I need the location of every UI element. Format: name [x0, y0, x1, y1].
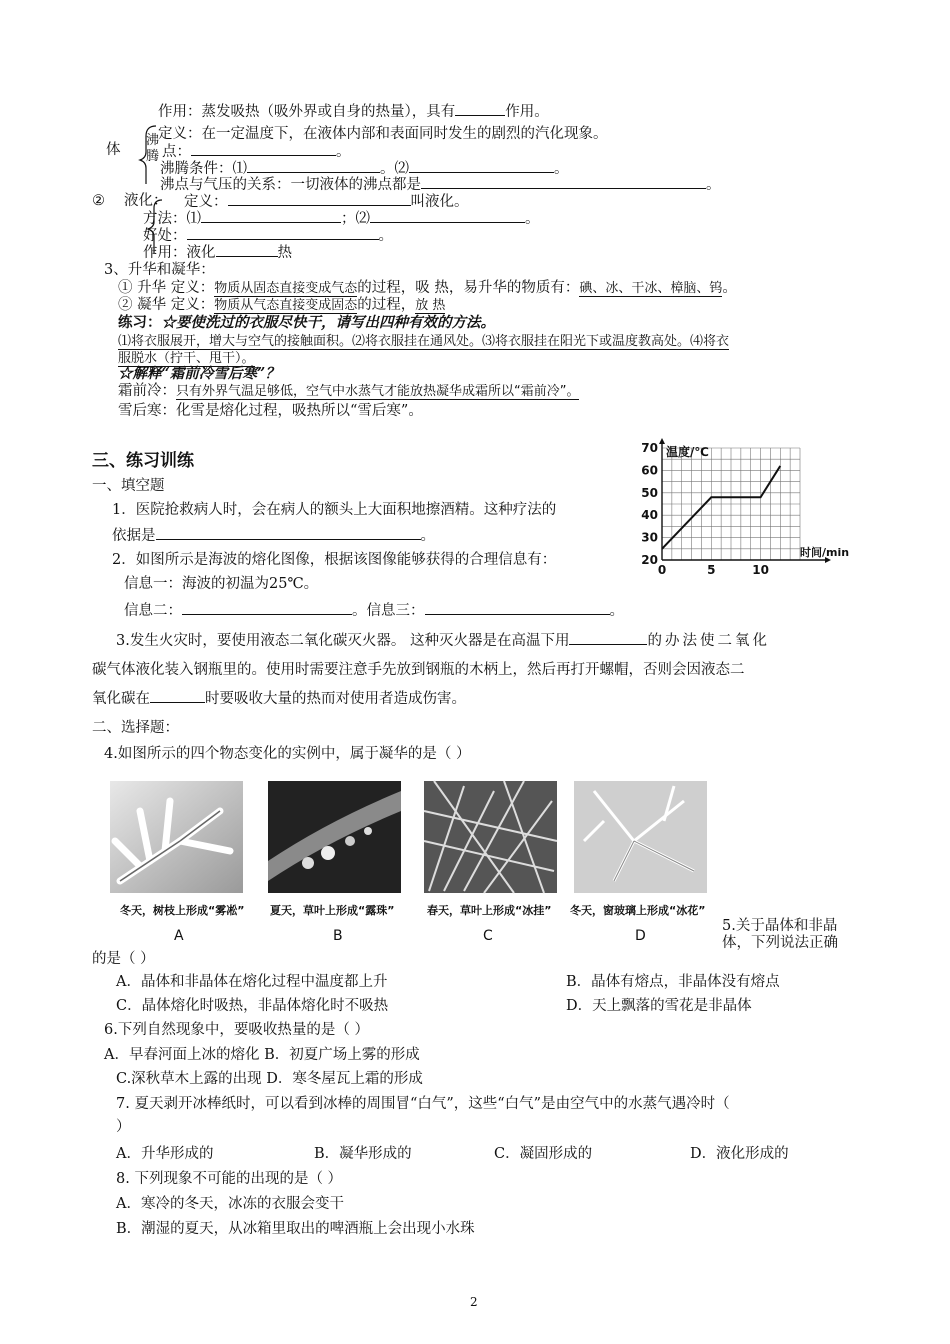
liquefaction-title: 液化：: [124, 193, 168, 209]
frost-branch-image: [110, 781, 243, 893]
q4: 4.如图所示的四个物态变化的实例中，属于凝华的是（ ）: [104, 746, 471, 762]
blank: [182, 600, 352, 615]
label-d: D: [635, 928, 646, 944]
q7-line-1: 7. 夏天剥开冰棒纸时，可以看到冰棒的周围冒“白气”，这些“白气”是由空气中的水蒸气遇冷时（: [116, 1096, 730, 1112]
deposition-def: ② 凝华 定义：物质从气态直接变成固态的过程，放 热: [118, 297, 446, 313]
label-b: B: [333, 928, 343, 944]
y-tick-label: 20: [641, 553, 658, 567]
y-tick-label: 40: [641, 508, 658, 523]
melting-graph: [640, 438, 850, 588]
snow-answer: 雪后寒：化雪是熔化过程，吸热所以“雪后寒”。: [118, 403, 423, 419]
info-2-3: 信息二： 。信息三： 。: [124, 600, 624, 621]
y-tick-label: 30: [641, 530, 658, 545]
y-tick-label: 70: [641, 441, 658, 455]
q5-option-d: D．天上飘落的雪花是非晶体: [566, 998, 752, 1014]
blank: [191, 141, 336, 156]
boil-pressure: 沸点与气压的关系：一切液体的沸点都是 。: [160, 174, 721, 195]
frost-answer: 霜前冷：只有外界气温足够低，空气中水蒸气才能放热凝华成霜所以“霜前冷”。: [118, 383, 580, 399]
blank: [409, 158, 554, 173]
q5-line-3: 的是（ ）: [92, 951, 155, 967]
q1-line-1: 1．医院抢救病人时，会在病人的额头上大面积地擦酒精。这种疗法的: [112, 502, 557, 518]
exercise-question: 练习：☆要使洗过的衣服尽快干，请写出四种有效的方法。: [118, 314, 495, 331]
page-number: 2: [470, 1295, 478, 1309]
boil-char-2: 腾: [146, 149, 160, 164]
frost-question: ☆解释“霜前冷雪后寒”？: [118, 365, 280, 382]
section-title: 三、练习训练: [92, 451, 194, 471]
q6: 6.下列自然现象中，要吸收热量的是（ ）: [104, 1022, 369, 1038]
q1-line-2: 依据是 。: [112, 525, 435, 546]
q7-option-b: B．凝华形成的: [314, 1146, 412, 1162]
blank: [187, 225, 379, 240]
q5-line-1: 5.关于晶体和非晶: [722, 918, 838, 934]
x-axis-label: 时间/min: [800, 546, 850, 559]
label-a: A: [174, 928, 184, 944]
label-c: C: [483, 928, 493, 944]
q3-line-2: 碳气体液化装入钢瓶里的。使用时需要注意手先放到钢瓶的木柄上，然后再打开螺帽，否则会因液态二: [92, 662, 745, 678]
x-tick-label: 10: [752, 563, 769, 577]
choice-title: 二、选择题：: [92, 720, 179, 736]
num-2: ②: [92, 193, 105, 209]
q2: 2．如图所示是海波的熔化图像，根据该图像能够获得的合理信息有：: [112, 552, 557, 568]
fill-title: 一、填空题: [92, 478, 165, 494]
q7-option-d: D．液化形成的: [690, 1146, 789, 1162]
blank: [247, 158, 380, 173]
caption-a: 冬天，树枝上形成“雾凇”: [120, 904, 245, 917]
boil-definition: 定义：在一定温度下，在液体内部和表面同时发生的剧烈的汽化现象。: [158, 126, 608, 142]
caption-c: 春天，草叶上形成“冰挂”: [427, 904, 552, 917]
ti-char: 体: [106, 142, 121, 158]
sublimation-heading: 3、升华和凝华：: [104, 262, 215, 278]
blank: [425, 600, 610, 615]
tick-labels: [641, 441, 769, 577]
q6-options-ab: A．早春河面上冰的熔化 B．初夏广场上雾的形成: [104, 1047, 420, 1063]
y-tick-label: 60: [641, 463, 658, 478]
q6-options-cd: C.深秋草木上露的出现 D．寒冬屋瓦上霜的形成: [116, 1071, 423, 1087]
liquefaction-methods: 方法：⑴ ；⑵ 。: [143, 208, 540, 229]
liquefaction-use: 作用：液化 热: [143, 242, 292, 263]
dew-leaf-image: [268, 781, 401, 893]
q3-line-1: 3.发生火灾时，要使用液态二氧化碳灭火器。 这种灭火器是在高温下用 的办法使二氧化: [116, 630, 861, 651]
q7-option-c: C．凝固形成的: [494, 1146, 593, 1162]
q5-line-2: 体，下列说法正确: [722, 935, 838, 951]
boil-conditions: 沸腾条件：⑴ 。⑵ 。: [160, 158, 569, 179]
boil-point: 点： 。: [162, 141, 351, 162]
evaporation-use: 作用：蒸发吸热（吸外界或自身的热量），具有 作用。: [158, 101, 549, 122]
x-tick-label: 0: [657, 563, 667, 577]
blank: [370, 208, 525, 223]
x-tick-label: 5: [707, 563, 716, 577]
y-axis-arrow: [659, 438, 665, 444]
sublimation-def: ① 升华 定义：物质从固态直接变成气态的过程，吸 热，易升华的物质有：碘、冰、干冰、樟脑、钨。: [118, 280, 737, 296]
boil-char-1: 沸: [146, 133, 160, 148]
blank: [228, 191, 411, 206]
blank: [216, 242, 278, 257]
blank: [150, 688, 205, 703]
blank: [569, 630, 647, 645]
q5-option-a: A．晶体和非晶体在熔化过程中温度都上升: [116, 974, 388, 990]
q7-option-a: A．升华形成的: [116, 1146, 214, 1162]
q3-line-3: 氧化碳在 时要吸收大量的热而对使用者造成伤害。: [92, 688, 466, 709]
exercise-answer-1: ⑴将衣服展开，增大与空气的接触面积。⑵将衣服挂在通风处。⑶将衣服挂在阳光下或温度教高处。⑷将衣: [118, 334, 730, 349]
y-tick-label: 50: [641, 485, 658, 500]
q5-option-b: B．晶体有熔点，非晶体没有熔点: [566, 974, 780, 990]
info-1: 信息一：海波的初温为25℃。: [124, 576, 319, 592]
caption-d: 冬天，窗玻璃上形成“冰花”: [570, 904, 706, 917]
grid: [662, 448, 800, 560]
q8-option-a: A．寒冷的冬天，冰冻的衣服会变干: [116, 1196, 344, 1212]
blank: [156, 525, 421, 540]
q8: 8. 下列现象不可能的出现的是（ ）: [116, 1171, 343, 1187]
blank: [201, 208, 341, 223]
ice-grass-image: [424, 781, 557, 893]
exercise-answer-2: 服脱水（拧干、甩干）。: [118, 351, 255, 366]
q5-option-c: C．晶体熔化时吸热，非晶体熔化时不吸热: [116, 998, 389, 1014]
q8-option-b: B．潮湿的夏天，从冰箱里取出的啤酒瓶上会出现小水珠: [116, 1221, 475, 1237]
window-frost-image: [574, 781, 707, 893]
liquefaction-benefit: 好处： 。: [143, 225, 393, 246]
q7-line-2: ）: [116, 1119, 131, 1135]
blank: [421, 174, 706, 189]
caption-b: 夏天，草叶上形成“露珠”: [270, 904, 395, 917]
liquefaction-def: 定义： 叫液化。: [184, 191, 469, 212]
y-axis-label: 温度/℃: [666, 445, 709, 459]
blank: [455, 101, 505, 116]
